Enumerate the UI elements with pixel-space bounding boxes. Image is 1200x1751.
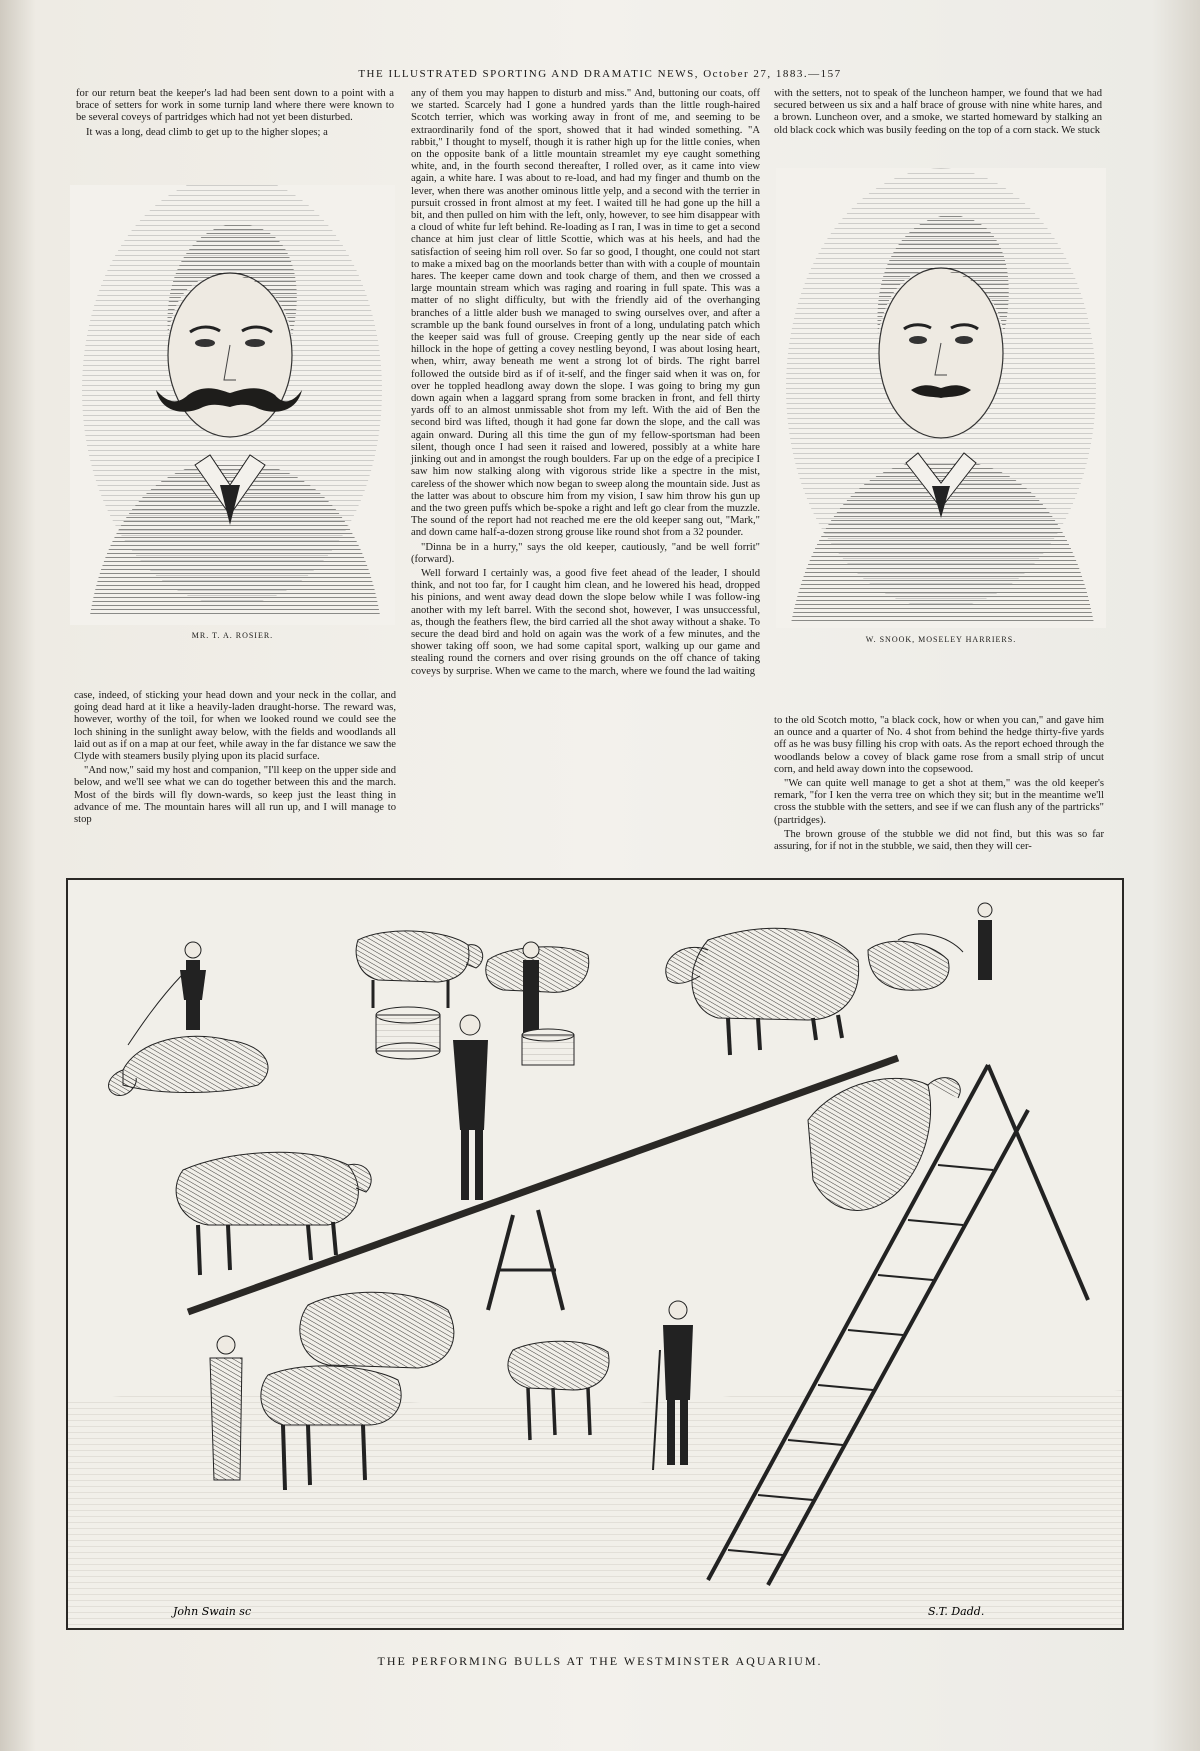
portrait-rosier xyxy=(70,185,395,625)
paragraph: Well forward I certainly was, a good five feet ahead of the leader, I should think, and not too far, for I caught him clean, and he lowered his head, dropped his pinions, and went away dead down the slope below while I was follow-ing another with my left barrel. With the second shot, however, I was unsuccessful, as, though the feathers flew, the bird carried all the shot away without a shake. To secure the dead bird and hold on again was the work of a few minutes, and the shower taking off soon, we had some capital sport, walking up our game and stealing round the corners and over rising grounds on the off chance of taking coveys by surprise. When we came to the march, where we found the lad waiting xyxy=(411,567,760,677)
paragraph: for our return beat the keeper's lad had been sent down to a point with a brace of setters for work in some turnip land where there were known to be several coveys of partridges which had not yet been disturbed. xyxy=(76,88,394,124)
paragraph: any of them you may happen to disturb and miss." And, buttoning our coats, off we started. Scarcely had I gone a hundred yards than the little rough-haired Scotch terrier, which was working away in front of me, and seeming to be extraordinarily fond of the sport, showed that it had winded something. "A rabbit," I thought to myself, though it is rather high up for the little conies, when on the opposite bank of a little mountain streamlet my eye caught something white, and, in the fourth second thereafter, I rolled over, as it came into view again, a white hare. I was about to re-load, and had my finger and thumb on the lever, when there was another ominous little yelp, and a second with the terrier in pursuit crossed in front almost at my feet. I waited till he had gone up the hill a bit, and then pulled on him with the left, only, however, to see him disappear with a cloud of white fur left behind. Re-loading as I ran, I was in time to get a second chance at him just clear of little Scottie, which was at his heels, and had the satisfaction of seeing him roll over. So far so good, I thought, one could not start to make a mixed bag on the moorlands better than with with a couple of mountain hares. The keeper came down and took charge of them, and then we crossed a large mountain stream which was raging and roaring in full spate. This was a matter of no slight difficulty, but with the friendly aid of the overhanging branches of a little alder bush we managed to swing ourselves over, and after a scramble up the bank found ourselves in front of a long, undulating patch which the keeper said was full of grouse. Creeping gently up the near side of each hillock in the hope of getting a covey nestling beyond, I was about losing heart, when, whirr, away beneath me went a strong lot of birds. The right barrel followed the outside bird as if of it-self, and the finger said when it was on, for over he toppled headlong away down the slope. I was going to bring my gun down again when a laggard sprang from some bracken in front, and fell thirty yards off to an almost unmissable shot from my left. With the aid of Ben the second bird was lifted, though it had gone far down the slope, and the call was again onward. During all this time the gun of my fellow-sportsman had been silent, though once I had seen it raised and lowered, possibly at a white hare jinking out and in amongst the rough boulders. Far up on the edge of a precipice I saw him now stalking along with vigorous stride like a spectre in the mist, careless of the shower which now began to sweep along the mountain side. Just as the latter was about to obscure him from my vision, I saw him throw his gun up and the two green puffs which be-spoke a right and left go clear from the muzzle. The sound of the report had not reached me ere the old keeper sang out, "Mark," and down came half-a-dozen strong grouse like round shot from a 32 pounder. xyxy=(411,88,760,539)
column-bottom-left xyxy=(74,690,396,828)
engraver-signature: John Swain sc xyxy=(173,1605,252,1618)
column-top-left xyxy=(76,88,394,141)
paragraph: "We can quite well manage to get a shot at them," was the old keeper's remark, "for I ken the verra tree on which they sit; but in the meantime we'll cross the stubble with the setters, and see if we can flush any of the partricks" (partridges). xyxy=(774,778,1104,826)
paragraph: with the setters, not to speak of the luncheon hamper, we found that we had secured between us six and a half brace of grouse with nine white hares, and a brown. Luncheon over, and a smoke, we started homeward by stalking an old black cock which was busily feeding on the top of a corn stack. We stuck xyxy=(774,88,1102,136)
column-top-right xyxy=(774,88,1102,139)
paragraph: The brown grouse of the stubble we did not find, but this was so far assuring, for if not in the stubble, we said, then they will cer- xyxy=(774,828,1104,853)
paragraph: "And now," said my host and companion, "I'll keep on the upper side and below, and we'll see what we can do together between this and the march. Most of the birds will fly down-wards, so keep just the least thing in advance of me. The mountain hares will all run up, and I will manage to stop xyxy=(74,765,396,826)
paragraph: case, indeed, of sticking your head down and your neck in the collar, and going dead hard at it like a heavily-laden draught-horse. The reward was, however, worthy of the toil, for when we looked round we could see the loch shining in the sunlight away below, with the fields and woodlands all laid out as if on a map at our feet, while away in the far distance we saw the Clyde with steamers busily plying upon its placid surface. xyxy=(74,690,396,763)
column-middle xyxy=(411,88,760,680)
portrait-caption-left: MR. T. A. ROSIER. xyxy=(191,631,274,640)
running-head: THE ILLUSTRATED SPORTING AND DRAMATIC NEWS, October 27, 1883.—157 xyxy=(358,68,842,80)
illustration-performing-bulls xyxy=(66,878,1124,1630)
artist-signature: S.T. Dadd. xyxy=(928,1605,985,1618)
portrait-caption-right: W. SNOOK, MOSELEY HARRIERS. xyxy=(865,635,1017,644)
illustration-caption: THE PERFORMING BULLS AT THE WESTMINSTER AQUARIUM. xyxy=(377,1654,823,1668)
paragraph: It was a long, dead climb to get up to the higher slopes; a xyxy=(86,126,328,138)
paragraph: "Dinna be in a hurry," says the old keeper, cautiously, "and be well forrit" (forward). xyxy=(411,541,760,565)
column-bottom-right xyxy=(774,715,1104,855)
portrait-snook xyxy=(776,168,1106,628)
paragraph: to the old Scotch motto, "a black cock, how or when you can," and gave him an ounce and a quarter of No. 4 shot from behind the hedge thirty-five yards off as he was busy filling his crop with oats. As the report echoed through the woodlands below a covey of black game rose from a small strip of uncut corn, and held away down into the copsewood. xyxy=(774,715,1104,775)
